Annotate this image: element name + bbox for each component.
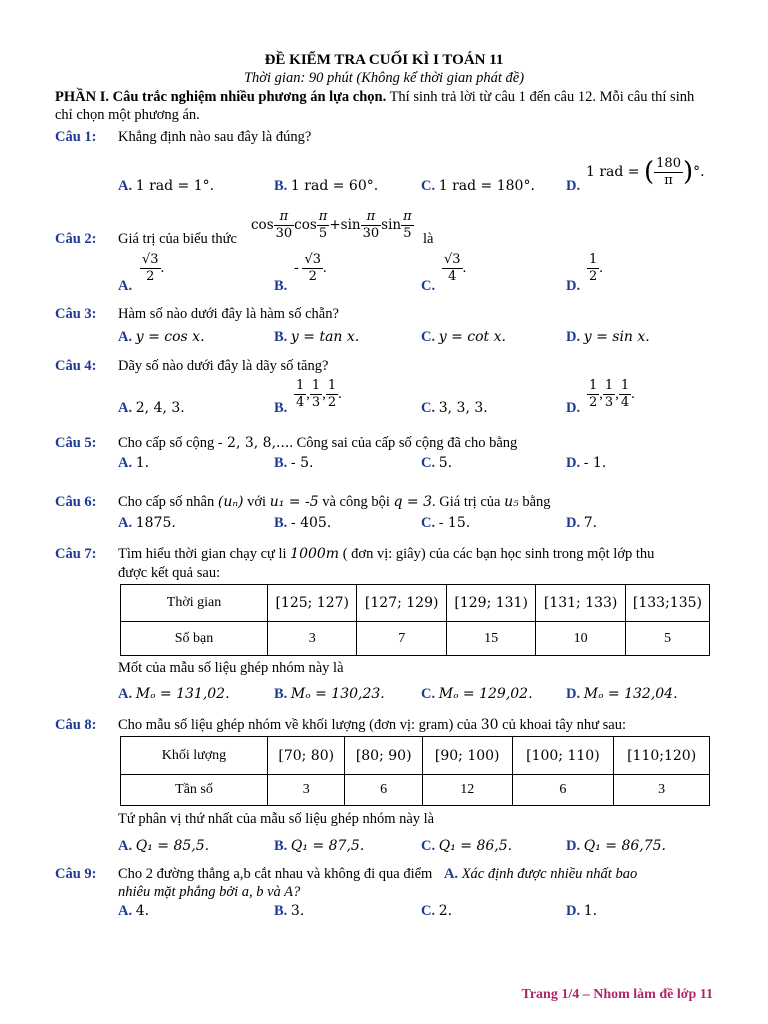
- question-7-prompt: Mốt của mẫu số liệu ghép nhóm này là: [118, 660, 344, 676]
- q8-option-a[interactable]: A. Q₁ = 85,5.: [118, 838, 210, 854]
- q7-option-c[interactable]: C. Mₒ = 129,02.: [421, 686, 533, 702]
- question-2-tail: là: [423, 231, 434, 247]
- question-2-label: Câu 2:: [55, 231, 97, 247]
- q5-option-b[interactable]: B. - 5.: [274, 455, 314, 471]
- question-5-label: Câu 5:: [55, 435, 97, 451]
- q1-option-a[interactable]: A. 1 rad = 1°.: [118, 178, 215, 194]
- q7-frequency-table: [120, 584, 710, 656]
- question-9-text: Cho 2 đường thẳng a,b cắt nhau và không đi qua điểm A. Xác định được nhiều nhất bao: [118, 866, 638, 882]
- q3-option-a[interactable]: A. y = cos x.: [118, 329, 205, 345]
- q8-interval: [90; 100): [422, 737, 512, 775]
- q9-option-c[interactable]: C. 2.: [421, 903, 453, 919]
- q1-option-b[interactable]: B. 1 rad = 60°.: [274, 178, 379, 194]
- q8-frequency-table: [120, 736, 710, 806]
- q3-option-c[interactable]: C. y = cot x.: [421, 329, 506, 345]
- q5-option-d[interactable]: D. - 1.: [566, 455, 607, 471]
- question-7-text: Tìm hiểu thời gian chạy cự li 1000m ( đơn vị: giây) của các bạn học sinh trong một lớp thu: [118, 546, 655, 562]
- question-8-text: Cho mẫu số liệu ghép nhóm về khối lượng (đơn vị: gram) của 30 củ khoai tây như sau:: [118, 717, 626, 733]
- q2-expression: cos $\frac{\pi}{30}$ cos $\frac{\pi}{5}$ +sin $\frac{\pi}{30}$ sin $\frac{\pi}{5}$: [251, 209, 412, 241]
- q8-count: 6: [345, 775, 422, 806]
- page-title: ĐỀ KIỂM TRA CUỐI KÌ I TOÁN 11: [264, 52, 504, 68]
- q7-count: 10: [536, 622, 625, 656]
- q7-interval: [133;135): [625, 585, 709, 622]
- q9-option-a[interactable]: A. 4.: [118, 903, 150, 919]
- q7-count: 7: [357, 622, 446, 656]
- q4-option-d-letter[interactable]: D.: [566, 400, 581, 416]
- q8-count: 6: [512, 775, 614, 806]
- q8-option-d[interactable]: D. Q₁ = 86,75.: [566, 838, 666, 854]
- q2-option-c-letter[interactable]: C.: [421, 278, 436, 294]
- part-instructions: Thí sinh trả lời từ câu 1 đến câu 12. Mỗi câu thí sinh chỉ chọn một phương án.: [55, 89, 695, 123]
- q6-option-b[interactable]: B. - 405.: [274, 515, 332, 531]
- part-label: PHẦN I. Câu trắc nghiệm nhiều phương án lựa chọn.: [55, 89, 387, 105]
- q6-option-c[interactable]: C. - 15.: [421, 515, 471, 531]
- q1-option-d-expression: 1 rad = ( $\frac{180}{\pi}$ )°.: [586, 155, 705, 188]
- q7-count: 15: [446, 622, 535, 656]
- q8-count: 3: [268, 775, 345, 806]
- q6-option-a[interactable]: A. 1875.: [118, 515, 176, 531]
- q7-table-header-count: Số bạn: [121, 622, 268, 656]
- question-7-text-line2: được kết quả sau:: [118, 565, 221, 581]
- question-1-text: Khẳng định nào sau đây là đúng?: [118, 129, 312, 145]
- q7-option-d[interactable]: D. Mₒ = 132,04.: [566, 686, 678, 702]
- q3-option-b[interactable]: B. y = tan x.: [274, 329, 360, 345]
- q7-count: 3: [268, 622, 357, 656]
- question-4-label: Câu 4:: [55, 358, 97, 374]
- question-5-text: Cho cấp số cộng - 2, 3, 8,.... Công sai của cấp số cộng đã cho bằng: [118, 435, 518, 451]
- q7-option-a[interactable]: A. Mₒ = 131,02.: [118, 686, 230, 702]
- question-7-label: Câu 7:: [55, 546, 97, 562]
- q4-option-a[interactable]: A. 2, 4, 3.: [118, 400, 185, 416]
- question-3-text: Hàm số nào dưới đây là hàm số chẵn?: [118, 306, 339, 322]
- q8-count: 3: [614, 775, 710, 806]
- q8-option-c[interactable]: C. Q₁ = 86,5.: [421, 838, 513, 854]
- q8-option-b[interactable]: B. Q₁ = 87,5.: [274, 838, 365, 854]
- q7-interval: [129; 131): [446, 585, 535, 622]
- q2-option-b-letter[interactable]: B.: [274, 278, 288, 294]
- q5-option-c[interactable]: C. 5.: [421, 455, 453, 471]
- question-9-text-line2: nhiêu mặt phẳng bởi a, b và A?: [118, 884, 301, 900]
- part-intro: [55, 88, 715, 124]
- q3-option-d[interactable]: D. y = sin x.: [566, 329, 650, 345]
- question-8-prompt: Tứ phân vị thứ nhất của mẫu số liệu ghép nhóm này là: [118, 811, 435, 827]
- q7-count: 5: [625, 622, 709, 656]
- q7-table-header-time: Thời gian: [121, 585, 268, 622]
- q2-option-b[interactable]: - $\frac{√3}{2}$ .: [294, 252, 327, 284]
- q2-option-d-letter[interactable]: D.: [566, 278, 581, 294]
- q8-interval: [70; 80): [268, 737, 345, 775]
- question-8-label: Câu 8:: [55, 717, 97, 733]
- question-1-label: Câu 1:: [55, 129, 97, 145]
- question-2-text: Giá trị của biểu thức: [118, 231, 237, 247]
- question-6-label: Câu 6:: [55, 494, 97, 510]
- q5-option-a[interactable]: A. 1.: [118, 455, 150, 471]
- q9-option-d[interactable]: D. 1.: [566, 903, 598, 919]
- q2-option-d[interactable]: $\frac{1}{2}$ .: [589, 252, 603, 284]
- q9-option-b[interactable]: B. 3.: [274, 903, 305, 919]
- q7-interval: [125; 127): [268, 585, 357, 622]
- q4-option-c[interactable]: C. 3, 3, 3.: [421, 400, 488, 416]
- q1-option-c[interactable]: C. 1 rad = 180°.: [421, 178, 535, 194]
- q8-interval: [100; 110): [512, 737, 614, 775]
- q8-table-header-mass: Khối lượng: [121, 737, 268, 775]
- q7-interval: [127; 129): [357, 585, 446, 622]
- q6-option-d[interactable]: D. 7.: [566, 515, 598, 531]
- q8-interval: [110;120): [614, 737, 710, 775]
- q2-option-c[interactable]: $\frac{√3}{4}$ .: [444, 252, 467, 284]
- q7-option-b[interactable]: B. Mₒ = 130,23.: [274, 686, 385, 702]
- q4-option-b-letter[interactable]: B.: [274, 400, 288, 416]
- q8-table-header-frequency: Tần số: [121, 775, 268, 806]
- question-6-text: Cho cấp số nhân (uₙ) với u₁ = -5 và công bội q = 3. Giá trị của u₅ bằng: [118, 494, 551, 510]
- q8-interval: [80; 90): [345, 737, 422, 775]
- question-3-label: Câu 3:: [55, 306, 97, 322]
- q1-option-d[interactable]: D.: [566, 178, 581, 194]
- q2-option-a-letter[interactable]: A.: [118, 278, 133, 294]
- question-9-label: Câu 9:: [55, 866, 97, 882]
- q2-option-a[interactable]: $\frac{√3}{2}$ .: [142, 252, 165, 284]
- page-footer: Trang 1/4 – Nhom làm đề lớp 11: [521, 987, 713, 1002]
- question-4-text: Dãy số nào dưới đây là dãy số tăng?: [118, 358, 329, 374]
- q8-count: 12: [422, 775, 512, 806]
- exam-duration: Thời gian: 90 phút (Không kể thời gian phát đề): [243, 70, 525, 86]
- q7-interval: [131; 133): [536, 585, 625, 622]
- q4-option-b[interactable]: $\frac{1}{4}$ , $\frac{1}{3}$ , $\frac{1}{2}$ .: [296, 378, 342, 410]
- q4-option-d[interactable]: $\frac{1}{2}$ , $\frac{1}{3}$ , $\frac{1}{4}$ .: [589, 378, 635, 410]
